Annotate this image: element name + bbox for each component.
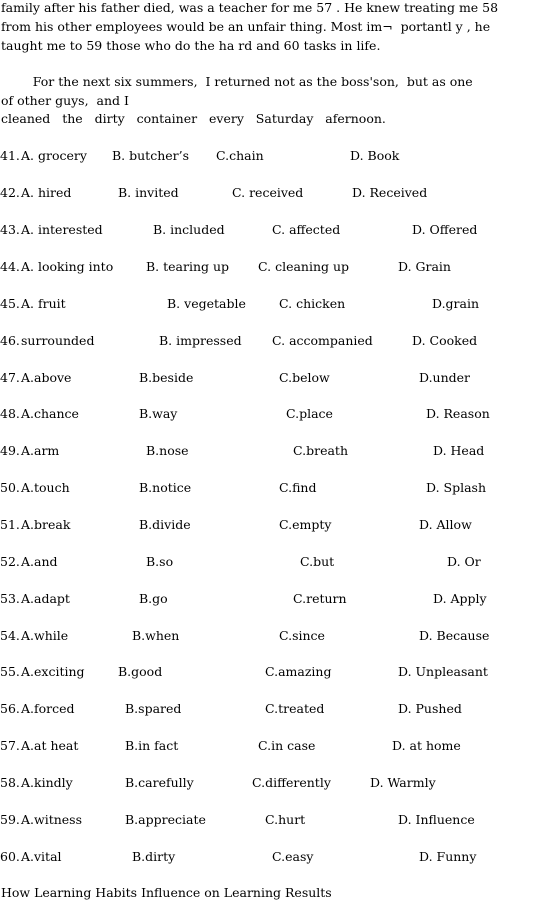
option-c: C.place	[286, 406, 333, 421]
option-a: A.above	[21, 370, 72, 385]
question-number: 44.	[0, 259, 20, 274]
option-d: D. Book	[350, 148, 400, 163]
question-row	[0, 480, 554, 496]
question-number: 43.	[0, 222, 20, 237]
option-b: B.notice	[139, 480, 192, 495]
option-a: A.exciting	[21, 664, 85, 679]
option-a: A.touch	[21, 480, 70, 495]
option-d: D. Pushed	[398, 701, 462, 716]
option-c: C.easy	[272, 849, 314, 864]
question-row	[0, 259, 554, 275]
option-a: A.and	[21, 554, 58, 569]
question-number: 58.	[0, 775, 20, 790]
question-number: 42.	[0, 185, 20, 200]
option-c: C.in case	[258, 738, 316, 753]
option-c: C.chain	[216, 148, 264, 163]
option-a: A. looking into	[21, 259, 114, 274]
question-row	[0, 775, 554, 791]
question-number: 57.	[0, 738, 20, 753]
question-number: 47.	[0, 370, 20, 385]
question-number: 55.	[0, 664, 20, 679]
question-row	[0, 664, 554, 680]
option-b: B.appreciate	[125, 812, 206, 827]
option-d: D. Allow	[419, 517, 472, 532]
option-c: C.differently	[252, 775, 331, 790]
option-d: D.under	[419, 370, 471, 385]
option-b: B.nose	[146, 443, 189, 458]
option-d: D.grain	[432, 296, 480, 311]
option-d: D. Received	[352, 185, 428, 200]
option-b: B. vegetable	[167, 296, 246, 311]
question-number: 46.	[0, 333, 20, 348]
option-a: A.arm	[21, 443, 60, 458]
option-b: B. invited	[118, 185, 179, 200]
option-d: D. Warmly	[370, 775, 436, 790]
question-row	[0, 222, 554, 238]
question-row	[0, 185, 554, 201]
option-a: surrounded	[21, 333, 95, 348]
option-b: B. impressed	[159, 333, 242, 348]
option-b: B. butcher’s	[112, 148, 190, 163]
passage-line-2: from his other employees would be an unfair thing. Most im¬ portantl y , he	[1, 19, 491, 34]
option-b: B.when	[132, 628, 180, 643]
question-number: 51.	[0, 517, 20, 532]
option-b: B.beside	[139, 370, 194, 385]
option-d: D. Because	[419, 628, 490, 643]
question-row	[0, 370, 554, 386]
question-row	[0, 738, 554, 754]
option-b: B. tearing up	[146, 259, 230, 274]
option-a: A.while	[21, 628, 69, 643]
option-c: C.amazing	[265, 664, 332, 679]
option-a: A. grocery	[21, 148, 87, 163]
question-row	[0, 406, 554, 422]
option-b: B.way	[139, 406, 178, 421]
option-b: B.good	[118, 664, 163, 679]
question-row	[0, 591, 554, 607]
option-c: C. accompanied	[272, 333, 373, 348]
option-c: C.hurt	[265, 812, 306, 827]
option-a: A.forced	[21, 701, 75, 716]
option-a: A.witness	[21, 812, 82, 827]
question-row	[0, 443, 554, 459]
question-number: 49.	[0, 443, 20, 458]
option-c: C.but	[300, 554, 335, 569]
option-a: A.break	[21, 517, 71, 532]
question-row	[0, 701, 554, 717]
question-number: 48.	[0, 406, 20, 421]
question-number: 53.	[0, 591, 20, 606]
option-c: C.breath	[293, 443, 348, 458]
question-number: 50.	[0, 480, 20, 495]
option-d: D. Unpleasant	[398, 664, 488, 679]
question-number: 52.	[0, 554, 20, 569]
question-number: 59.	[0, 812, 20, 827]
option-b: B.go	[139, 591, 168, 606]
question-row	[0, 849, 554, 865]
option-c: C. affected	[272, 222, 341, 237]
passage-line-6: of other guys, and I	[1, 93, 129, 108]
option-a: A. interested	[21, 222, 103, 237]
option-a: A.kindly	[21, 775, 73, 790]
option-a: A.at heat	[21, 738, 79, 753]
option-b: B.dirty	[132, 849, 176, 864]
question-number: 41.	[0, 148, 20, 163]
section-heading: How Learning Habits Influence on Learning Results	[1, 885, 332, 900]
option-c: C.below	[279, 370, 330, 385]
option-c: C.since	[279, 628, 325, 643]
option-d: D. Or	[447, 554, 481, 569]
option-a: A.vital	[21, 849, 62, 864]
question-number: 60.	[0, 849, 20, 864]
option-c: C. chicken	[279, 296, 346, 311]
option-c: C.return	[293, 591, 347, 606]
option-b: B.carefully	[125, 775, 194, 790]
option-b: B.divide	[139, 517, 191, 532]
option-c: C. received	[232, 185, 304, 200]
option-a: A.chance	[21, 406, 79, 421]
question-row	[0, 296, 554, 312]
passage-line-7: cleaned the dirty container every Saturday afernoon.	[1, 111, 386, 126]
option-d: D. Influence	[398, 812, 475, 827]
question-row	[0, 517, 554, 533]
option-b: B. included	[153, 222, 225, 237]
option-b: B.so	[146, 554, 174, 569]
option-a: A. hired	[21, 185, 72, 200]
option-a: A.adapt	[21, 591, 70, 606]
option-d: D. Apply	[433, 591, 487, 606]
question-number: 54.	[0, 628, 20, 643]
option-d: D. Cooked	[412, 333, 478, 348]
option-d: D. Head	[433, 443, 485, 458]
option-b: B.spared	[125, 701, 182, 716]
option-d: D. Offered	[412, 222, 478, 237]
option-d: D. Reason	[426, 406, 490, 421]
option-d: D. at home	[392, 738, 461, 753]
passage-line-5: For the next six summers, I returned not as the boss'son, but as one	[1, 74, 473, 89]
question-number: 56.	[0, 701, 20, 716]
question-row	[0, 812, 554, 828]
option-c: C.empty	[279, 517, 332, 532]
passage-line-3: taught me to 59 those who do the ha rd and 60 tasks in life.	[1, 38, 381, 53]
option-d: D. Funny	[419, 849, 477, 864]
question-number: 45.	[0, 296, 20, 311]
option-a: A. fruit	[21, 296, 66, 311]
option-c: C.treated	[265, 701, 325, 716]
option-d: D. Grain	[398, 259, 451, 274]
question-row	[0, 554, 554, 570]
option-c: C. cleaning up	[258, 259, 350, 274]
question-row	[0, 148, 554, 164]
question-row	[0, 333, 554, 349]
option-b: B.in fact	[125, 738, 179, 753]
passage-line-1: family after his father died, was a teacher for me 57 . He knew treating me 58	[1, 0, 499, 15]
question-row	[0, 628, 554, 644]
option-d: D. Splash	[426, 480, 487, 495]
option-c: C.find	[279, 480, 317, 495]
